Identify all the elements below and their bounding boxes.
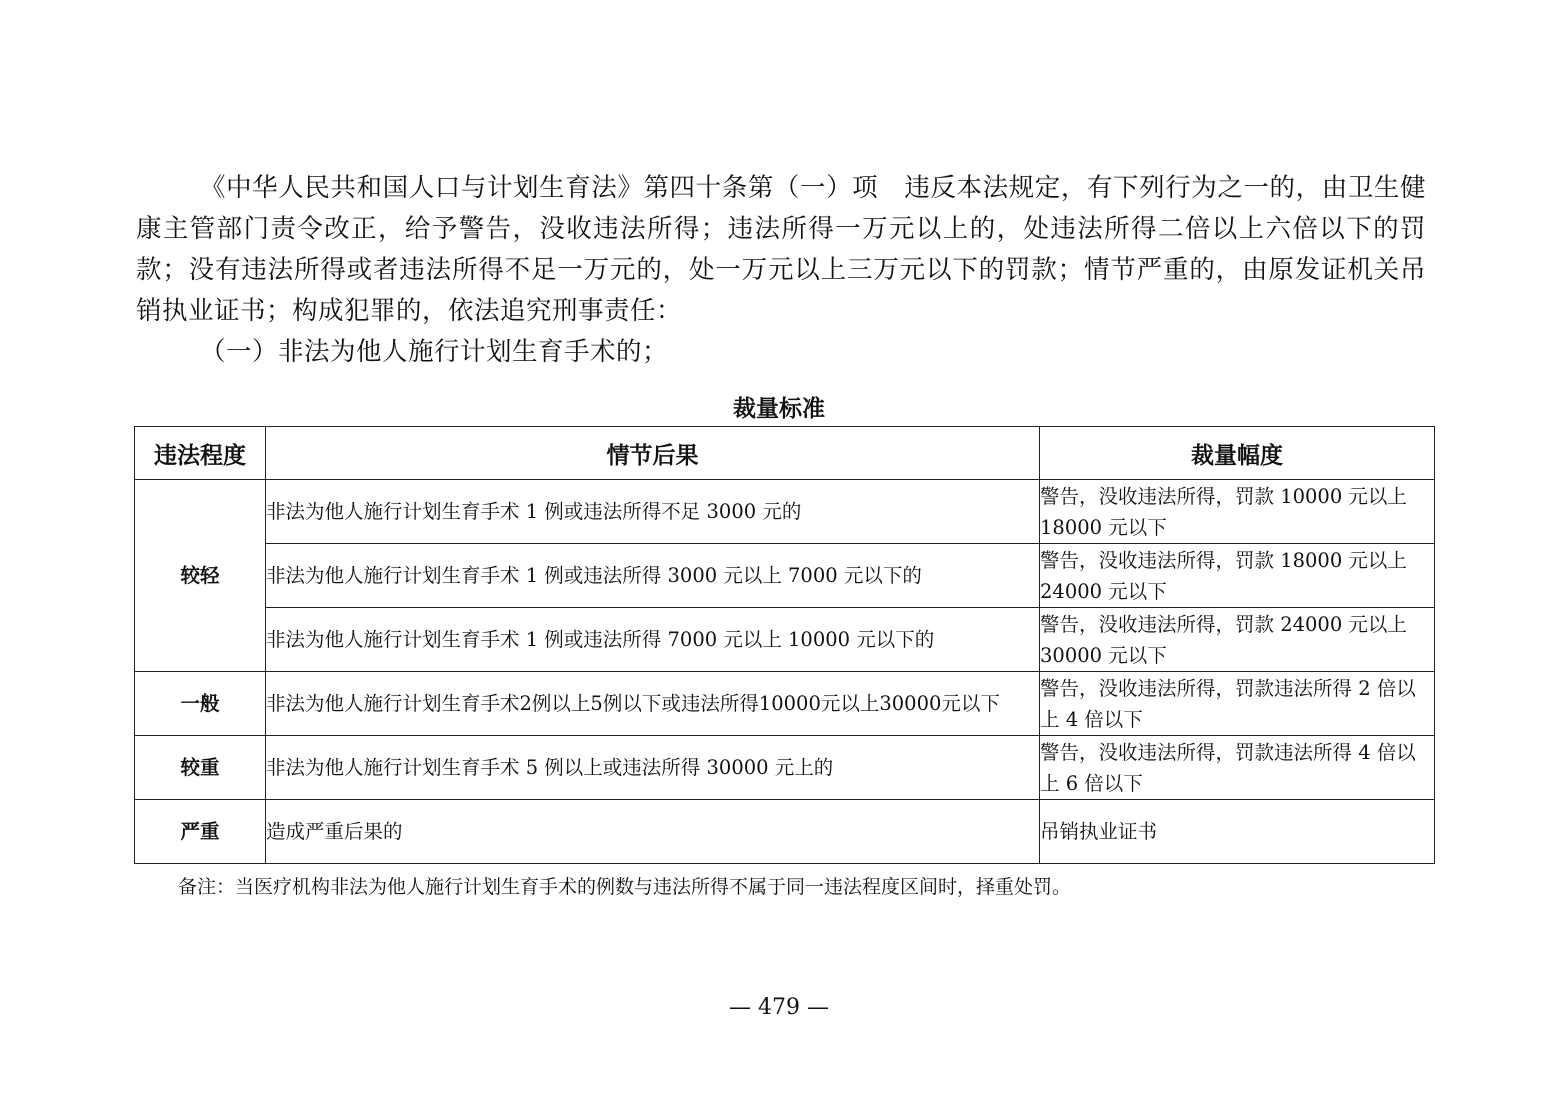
header-consequence: 情节后果 <box>266 427 1040 480</box>
consequence-cell: 非法为他人施行计划生育手术 1 例或违法所得 3000 元以上 7000 元以下的 <box>266 544 1040 608</box>
penalty-cell: 警告，没收违法所得，罚款 18000 元以上 24000 元以下 <box>1040 544 1435 608</box>
table-header-row <box>135 427 1435 480</box>
page-number: — 479 — <box>729 995 829 1020</box>
table-row <box>135 480 1435 544</box>
table-row <box>135 736 1435 800</box>
consequence-cell: 非法为他人施行计划生育手术 1 例或违法所得 7000 元以上 10000 元以下的 <box>266 608 1040 672</box>
discretion-standard-table <box>134 426 1435 864</box>
level-cell: 一般 <box>135 672 266 736</box>
penalty-cell: 吊销执业证书 <box>1040 800 1435 864</box>
consequence-cell: 非法为他人施行计划生育手术 5 例以上或违法所得 30000 元上的 <box>266 736 1040 800</box>
consequence-cell: 造成严重后果的 <box>266 800 1040 864</box>
level-cell: 较重 <box>135 736 266 800</box>
table-row <box>135 672 1435 736</box>
penalty-cell: 警告，没收违法所得，罚款 10000 元以上 18000 元以下 <box>1040 480 1435 544</box>
table-row <box>135 800 1435 864</box>
table-row <box>135 544 1435 608</box>
consequence-cell: 非法为他人施行计划生育手术2例以上5例以下或违法所得10000元以上30000元以下 <box>266 672 1040 736</box>
level-cell: 较轻 <box>135 480 266 672</box>
table-note: 备注：当医疗机构非法为他人施行计划生育手术的例数与违法所得不属于同一违法程度区间时，择重处罚。 <box>178 876 1072 898</box>
table-title: 裁量标准 <box>733 396 825 422</box>
penalty-cell: 警告，没收违法所得，罚款 24000 元以上 30000 元以下 <box>1040 608 1435 672</box>
penalty-cell: 警告，没收违法所得，罚款违法所得 2 倍以上 4 倍以下 <box>1040 672 1435 736</box>
law-article <box>136 168 1426 373</box>
consequence-cell: 非法为他人施行计划生育手术 1 例或违法所得不足 3000 元的 <box>266 480 1040 544</box>
article-intro-paragraph: 《中华人民共和国人口与计划生育法》第四十条第（一）项 违反本法规定，有下列行为之一的，由卫生健康主管部门责令改正，给予警告，没收违法所得；违法所得一万元以上的，处违法所得二倍以上六倍以下的罚款；没有违法所得或者违法所得不足一万元的，处一万元以上三万元以下的罚款；情节严重的，由原发证机关吊销执业证书；构成犯罪的，依法追究刑事责任： <box>136 173 1426 326</box>
penalty-cell: 警告，没收违法所得，罚款违法所得 4 倍以上 6 倍以下 <box>1040 736 1435 800</box>
article-item-paragraph: （一）非法为他人施行计划生育手术的； <box>200 337 669 367</box>
header-penalty: 裁量幅度 <box>1040 427 1435 480</box>
table-row <box>135 608 1435 672</box>
level-cell: 严重 <box>135 800 266 864</box>
header-level: 违法程度 <box>135 427 266 480</box>
